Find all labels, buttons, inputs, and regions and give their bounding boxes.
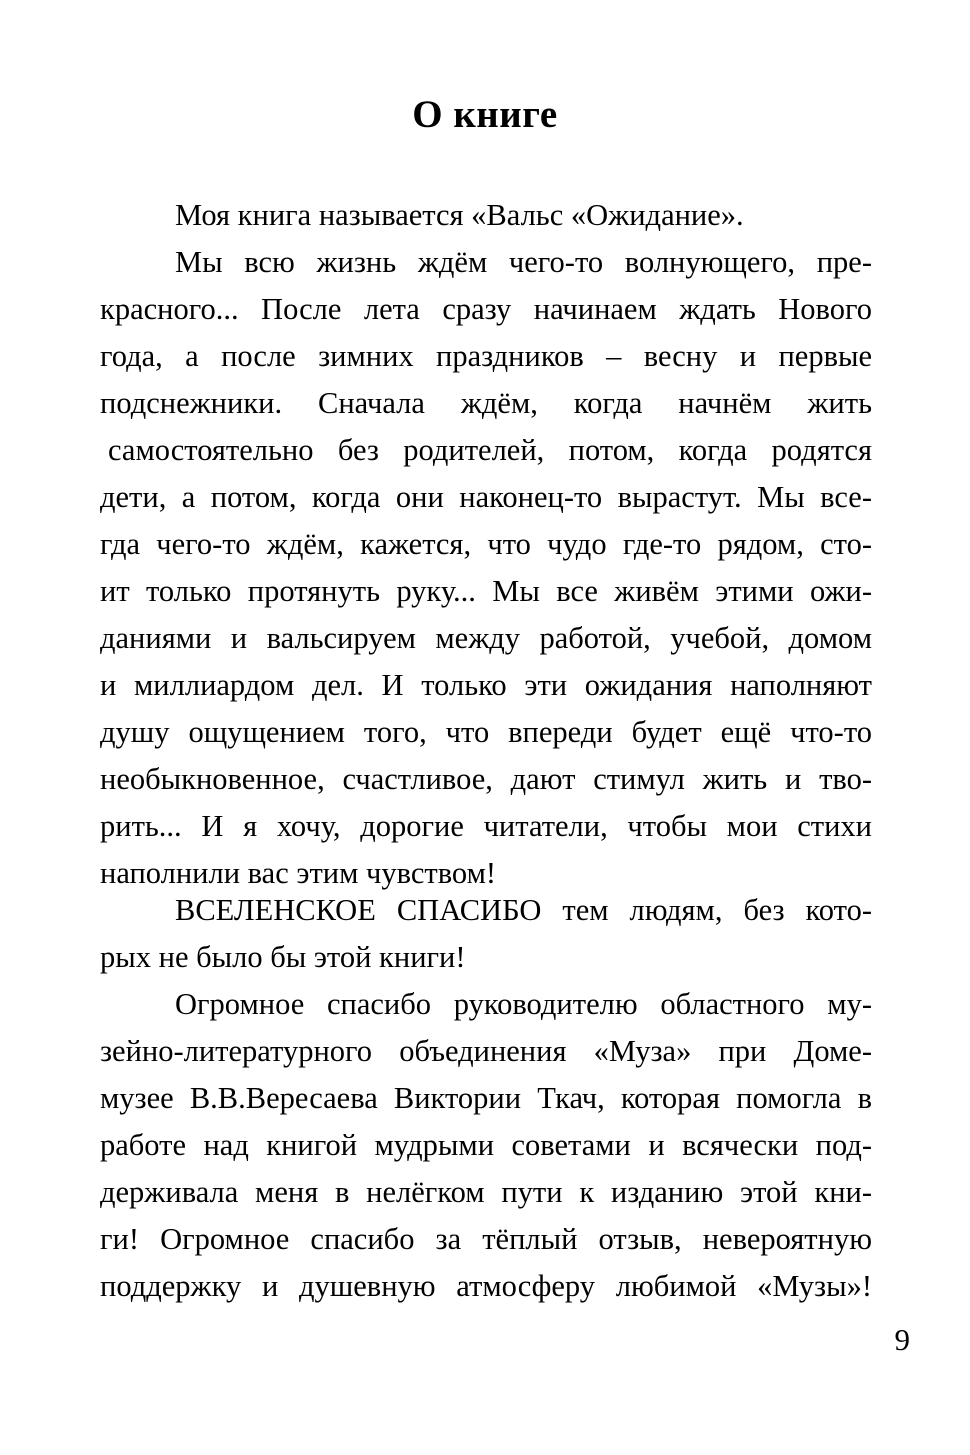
- text-line: подснежники. Сначала ждём, когда начнём жить: [100, 386, 872, 420]
- text-line: красного... После лета сразу начинаем ждать Нового: [100, 292, 872, 326]
- text-line: держивала меня в нелёгком пути к изданию этой кни-: [100, 1175, 872, 1209]
- text-line: ги! Огромное спасибо за тёплый отзыв, невероятную: [100, 1222, 872, 1256]
- text-line: зейно-литературного объединения «Муза» при Доме-: [100, 1034, 872, 1068]
- section-intro: [100, 192, 872, 897]
- page-title: О книге: [412, 93, 558, 136]
- text-line: Мы всю жизнь ждём чего-то волнующего, пре-: [175, 245, 872, 279]
- text-line: и миллиардом дел. И только эти ожидания наполняют: [100, 668, 872, 702]
- text-line: дети, а потом, когда они наконец-то вырастут. Мы все-: [100, 480, 872, 514]
- text-line: душу ощущением того, что впереди будет ещё что-то: [100, 715, 872, 749]
- text-line: самостоятельно без родителей, потом, когда родятся: [108, 433, 872, 467]
- text-line: необыкновенное, счастливое, дают стимул жить и тво-: [100, 762, 872, 796]
- text-line: ит только протянуть руку... Мы все живём этими ожи-: [100, 574, 872, 608]
- text-line: рить... И я хочу, дорогие читатели, чтобы мои стихи: [100, 809, 872, 843]
- text-line: работе над книгой мудрыми советами и всячески под-: [100, 1128, 872, 1162]
- text-line: музее В.В.Вересаева Виктории Ткач, которая помогла в: [100, 1081, 872, 1115]
- text-line: года, а после зимних праздников – весну и первые: [100, 339, 872, 373]
- text-line: гда чего-то ждём, кажется, что чудо где-то рядом, сто-: [100, 527, 872, 561]
- text-line: рых не было бы этой книги!: [100, 940, 466, 974]
- text-line: поддержку и душевную атмосферу любимой «Музы»!: [100, 1269, 872, 1303]
- page-number: 9: [894, 1322, 910, 1357]
- text-line: ВСЕЛЕНСКОЕ СПАСИБО тем людям, без кото-: [175, 893, 872, 927]
- text-line: наполнили вас этим чувством!: [100, 856, 497, 890]
- section-acknowledgements: [100, 887, 872, 1310]
- text-line: Огромное спасибо руководителю областного му-: [175, 987, 872, 1021]
- text-line: даниями и вальсируем между работой, учебой, домом: [100, 621, 872, 655]
- text-line: Моя книга называется «Вальс «Ожидание».: [175, 198, 744, 232]
